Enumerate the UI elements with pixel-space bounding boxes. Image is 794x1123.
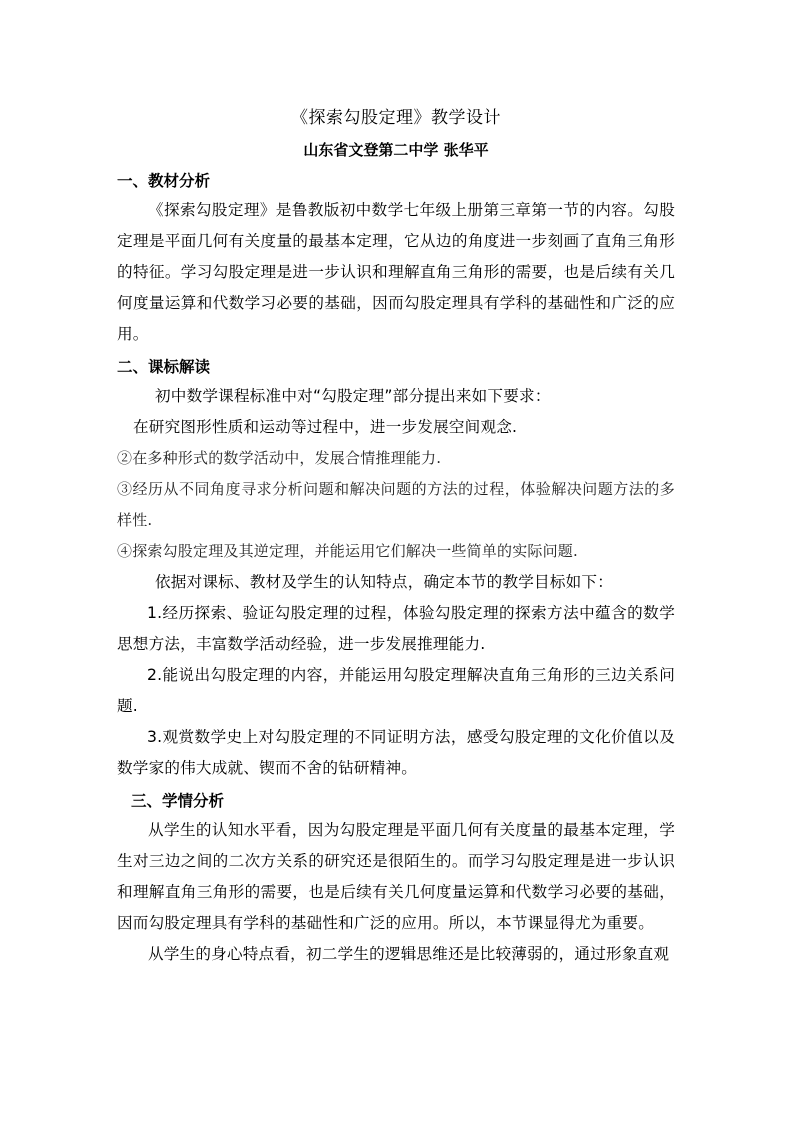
section-curriculum-standard [117, 353, 675, 784]
author-line: 山东省文登第二中学 张华平 [303, 141, 489, 159]
section-textbook-analysis [117, 167, 675, 350]
section-student-analysis [117, 787, 675, 970]
section-heading: 二、课标解读 [117, 358, 211, 376]
objective-item: 3.观赏数学史上对勾股定理的不同证明方法，感受勾股定理的文化价值以及数学家的伟大成就、锲而不舍的钻研精神。 [117, 728, 675, 777]
document-title: 《探索勾股定理》教学设计 [291, 108, 501, 128]
paragraph: 从学生的认知水平看，因为勾股定理是平面几何有关度量的最基本定理，学生对三边之间的二次方关系的研究还是很陌生的。而学习勾股定理是进一步认识和理解直角三角形的需要，也是后续有关几何度量运算和代数学习必要的基础，因而勾股定理具有学科的基础性和广泛的应用。所以，本节课显得尤为重要。 [117, 821, 675, 932]
paragraph: 初中数学课程标准中对“勾股定理”部分提出来如下要求： [155, 387, 551, 405]
paragraph: 《探索勾股定理》是鲁教版初中数学七年级上册第三章第一节的内容。勾股定理是平面几何有关度量的最基本定理，它从边的角度进一步刻画了直角三角形的特征。学习勾股定理是进一步认识和理解直角三角形的需要，也是后续有关几何度量运算和代数学习必要的基础，因而勾股定理具有学科的基础性和广泛的应用。 [117, 201, 675, 343]
paragraph: 在研究图形性质和运动等过程中，进一步发展空间观念. [133, 418, 518, 436]
objective-item: 1.经历探索、验证勾股定理的过程，体验勾股定理的探索方法中蕴含的数学思想方法，丰富数学活动经验，进一步发展推理能力. [117, 604, 675, 653]
paragraph: 从学生的身心特点看，初二学生的逻辑思维还是比较薄弱的，通过形象直观 [148, 945, 670, 963]
list-item: ③经历从不同角度寻求分析问题和解决问题的方法的过程，体验解决问题方法的多样性. [117, 480, 675, 529]
section-heading: 三、学情分析 [131, 792, 225, 810]
list-item: ②在多种形式的数学活动中，发展合情推理能力. [117, 449, 442, 467]
section-heading: 一、教材分析 [117, 172, 211, 190]
objective-item: 2.能说出勾股定理的内容，并能运用勾股定理解决直角三角形的三边关系问题. [117, 666, 675, 715]
list-item: ④探索勾股定理及其逆定理，并能运用它们解决一些简单的实际问题. [117, 542, 578, 560]
paragraph: 依据对课标、教材及学生的认知特点，确定本节的教学目标如下： [155, 573, 614, 591]
document-page [117, 104, 675, 970]
